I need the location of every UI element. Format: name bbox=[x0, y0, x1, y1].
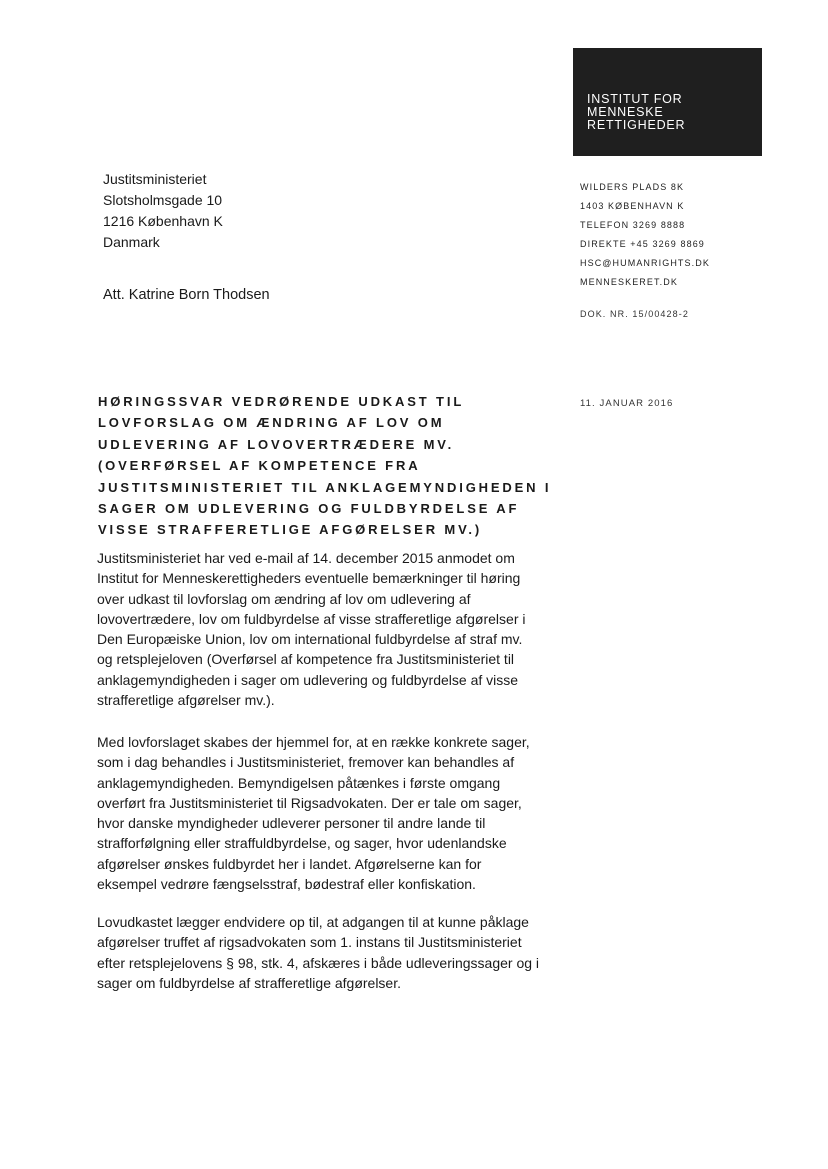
letter-heading bbox=[98, 391, 568, 541]
paragraph-1 bbox=[97, 548, 567, 710]
text-line: strafforfølgning eller straffuldbyrdelse, og sager, hvor udenlandske bbox=[97, 835, 507, 852]
sender-line: WILDERS PLADS 8K bbox=[580, 182, 685, 192]
logo-text bbox=[587, 93, 685, 132]
institute-logo bbox=[573, 48, 762, 156]
sender-website: MENNESKERET.DK bbox=[580, 277, 678, 287]
text-line: Den Europæiske Union, lov om international fuldbyrdelse af straf mv. bbox=[97, 631, 523, 648]
text-line: som i dag behandles i Justitsministeriet, fremover kan behandles af bbox=[97, 754, 515, 771]
text-line: lovovertrædere, lov om fuldbyrdelse af visse strafferetlige afgørelser i bbox=[97, 610, 526, 627]
heading-line: JUSTITSMINISTERIET TIL ANKLAGEMYNDIGHEDEN I bbox=[98, 479, 552, 495]
text-line: sager om fuldbyrdelse af strafferetlige afgørelser. bbox=[97, 974, 402, 991]
text-line: hvor danske myndigheder udleverer personer til andre lande til bbox=[97, 815, 486, 832]
text-line: anklagemyndigheden i sager om udlevering og fuldbyrdelse af visse bbox=[97, 671, 519, 688]
logo-line: MENNESKE bbox=[587, 105, 664, 119]
text-line: Justitsministeriet har ved e-mail af 14. december 2015 anmodet om bbox=[97, 550, 515, 566]
document-number: DOK. NR. 15/00428-2 bbox=[580, 309, 689, 319]
heading-line: VISSE STRAFFERETLIGE AFGØRELSER MV.) bbox=[98, 522, 483, 538]
text-line: over udkast til lovforslag om ændring af lov om udlevering af bbox=[97, 590, 471, 607]
recipient-line: Justitsministeriet bbox=[103, 171, 207, 187]
text-line: Institut for Menneskerettigheders eventuelle bemærkninger til høring bbox=[97, 570, 521, 587]
text-line: og retsplejeloven (Overførsel af kompetence fra Justitsministeriet til bbox=[97, 651, 515, 668]
sender-line: DIREKTE +45 3269 8869 bbox=[580, 239, 705, 249]
text-line: Lovudkastet lægger endvidere op til, at adgangen til at kunne påklage bbox=[97, 914, 529, 930]
recipient-address bbox=[103, 169, 223, 253]
text-line: strafferetlige afgørelser mv.). bbox=[97, 692, 275, 709]
text-line: anklagemyndigheden. Bemyndigelsen påtænkes i første omgang bbox=[97, 774, 501, 791]
heading-line: UDLEVERING AF LOVOVERTRÆDERE MV. bbox=[98, 436, 455, 452]
letter-date: 11. JANUAR 2016 bbox=[580, 398, 674, 409]
text-line: overført fra Justitsministeriet til Rigsadvokaten. Der er tale om sager, bbox=[97, 794, 522, 811]
text-line: eksempel vedrøre fængselsstraf, bødestraf eller konfiskation. bbox=[97, 876, 476, 893]
sender-email: HSC@HUMANRIGHTS.DK bbox=[580, 258, 710, 268]
logo-line: RETTIGHEDER bbox=[587, 118, 686, 132]
recipient-line: Slotsholmsgade 10 bbox=[103, 192, 223, 208]
attention-line: Att. Katrine Born Thodsen bbox=[103, 287, 270, 303]
heading-line: HØRINGSSVAR VEDRØRENDE UDKAST TIL bbox=[98, 394, 465, 409]
recipient-line: Danmark bbox=[103, 234, 160, 250]
sender-address bbox=[580, 178, 710, 292]
text-line: efter retsplejelovens § 98, stk. 4, afskæres i både udleveringssager og i bbox=[97, 954, 540, 971]
text-line: afgørelser truffet af rigsadvokaten som 1. instans til Justitsministeriet bbox=[97, 934, 522, 951]
logo-line: INSTITUT FOR bbox=[587, 92, 683, 106]
paragraph-3 bbox=[97, 912, 567, 993]
paragraph-2 bbox=[97, 732, 567, 894]
heading-line: LOVFORSLAG OM ÆNDRING AF LOV OM bbox=[98, 415, 445, 431]
text-line: Med lovforslaget skabes der hjemmel for, at en række konkrete sager, bbox=[97, 734, 530, 750]
text-line: afgørelser ønskes fuldbyrdet her i landet. Afgørelserne kan for bbox=[97, 855, 482, 872]
sender-line: TELEFON 3269 8888 bbox=[580, 220, 686, 230]
recipient-line: 1216 København K bbox=[103, 213, 223, 229]
heading-line: (OVERFØRSEL AF KOMPETENCE FRA bbox=[98, 458, 421, 474]
heading-line: SAGER OM UDLEVERING OG FULDBYRDELSE AF bbox=[98, 501, 520, 517]
sender-line: 1403 KØBENHAVN K bbox=[580, 201, 685, 211]
